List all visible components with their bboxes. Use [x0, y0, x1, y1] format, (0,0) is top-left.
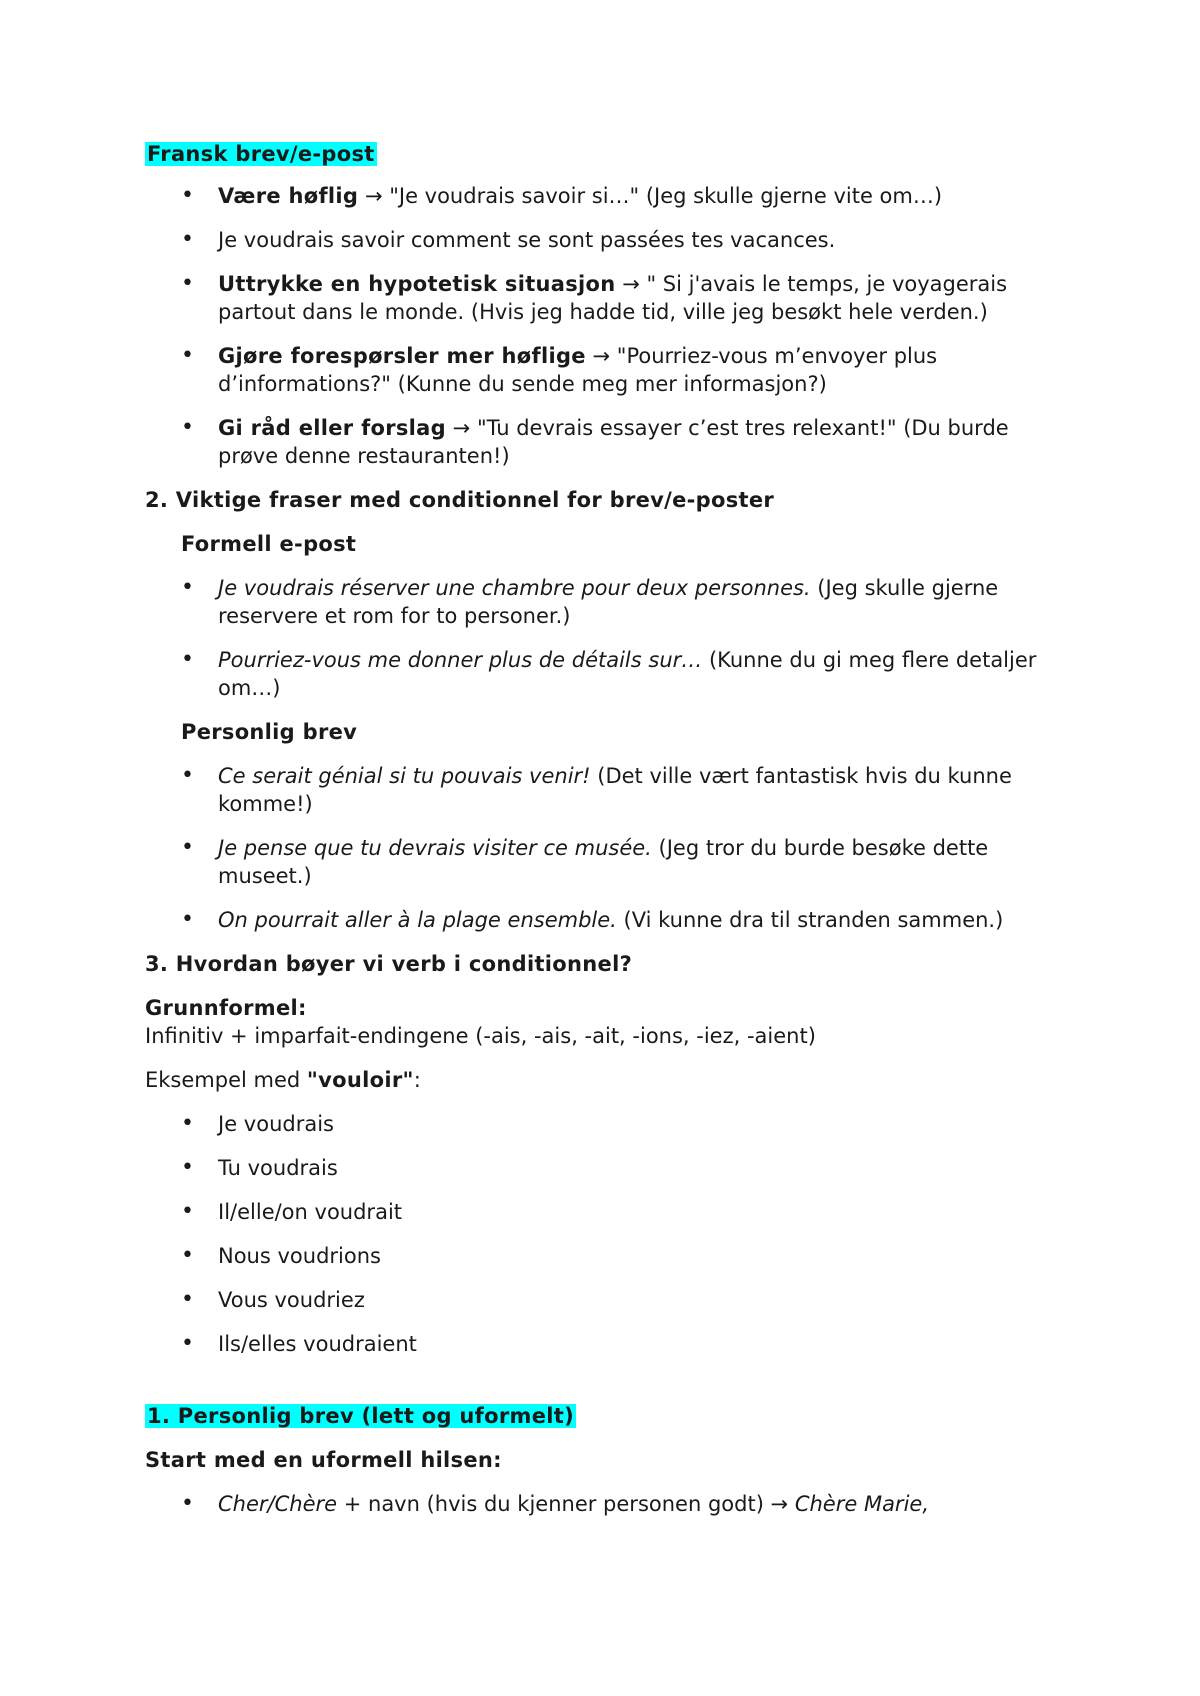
title-highlight: Fransk brev/e-post: [147, 142, 375, 166]
list-item: • Cher/Chère + navn (hvis du kjenner personen godt) → Chère Marie,: [145, 1490, 1075, 1518]
section-2-heading: 2. Viktige fraser med conditionnel for brev/e-poster: [145, 488, 775, 512]
doc-title: [145, 140, 1075, 168]
list-item: • Nous voudrions: [145, 1242, 1075, 1270]
formal-email-heading: Formell e-post: [181, 532, 357, 556]
list-item: • On pourrait aller à la plage ensemble. (Vi kunne dra til stranden sammen.): [145, 906, 1075, 934]
list-item: • Il/elle/on voudrait: [145, 1198, 1075, 1226]
list-item: • Je voudrais: [145, 1110, 1075, 1138]
list-item: • Je pense que tu devrais visiter ce musée. (Jeg tror du burde besøke dette museet.): [145, 834, 1075, 890]
list-item: • Være høflig → "Je voudrais savoir si…" (Jeg skulle gjerne vite om…): [145, 182, 1075, 210]
conjugation-list: [145, 1110, 1075, 1358]
list-item: • Tu voudrais: [145, 1154, 1075, 1182]
list-item: • Uttrykke en hypotetisk situasjon → " Si j'avais le temps, je voyagerais partout dans le monde. (Hvis jeg hadde tid, ville jeg besøkt hele verden.): [145, 270, 1075, 326]
greeting-list: [145, 1490, 1075, 1518]
formal-list: [145, 574, 1075, 702]
list-item: • Ils/elles voudraient: [145, 1330, 1075, 1358]
list-item: • Gi råd eller forslag → "Tu devrais essayer c’est tres relexant!" (Du burde prøve denne restauranten!): [145, 414, 1075, 470]
list-item: • Gjøre forespørsler mer høflige → "Pourriez-vous m’envoyer plus d’informations?" (Kunne du sende meg mer informasjon?): [145, 342, 1075, 398]
section-1-heading: [145, 1402, 1075, 1430]
intro-list: [145, 182, 1075, 470]
list-item: • Pourriez-vous me donner plus de détails sur… (Kunne du gi meg flere detaljer om…): [145, 646, 1075, 702]
list-item: • Vous voudriez: [145, 1286, 1075, 1314]
list-item: • Je voudrais savoir comment se sont passées tes vacances.: [145, 226, 1075, 254]
grunnformel-label: Grunnformel:: [145, 996, 307, 1020]
start-heading: Start med en uformell hilsen:: [145, 1448, 502, 1472]
personal-list: [145, 762, 1075, 934]
section-3-heading: 3. Hvordan bøyer vi verb i conditionnel?: [145, 952, 633, 976]
grunnformel-text: Infinitiv + imparfait-endingene (-ais, -ais, -ait, -ions, -iez, -aient): [145, 1024, 816, 1048]
example-line: Eksempel med "vouloir":: [145, 1068, 421, 1092]
list-item: • Je voudrais réserver une chambre pour deux personnes. (Jeg skulle gjerne reservere et rom for to personer.): [145, 574, 1075, 630]
personal-letter-heading: Personlig brev: [181, 720, 358, 744]
list-item: • Ce serait génial si tu pouvais venir! (Det ville vært fantastisk hvis du kunne komme!): [145, 762, 1075, 818]
document-page: [145, 140, 1075, 1518]
section-1-highlight: 1. Personlig brev (lett og uformelt): [147, 1404, 574, 1428]
